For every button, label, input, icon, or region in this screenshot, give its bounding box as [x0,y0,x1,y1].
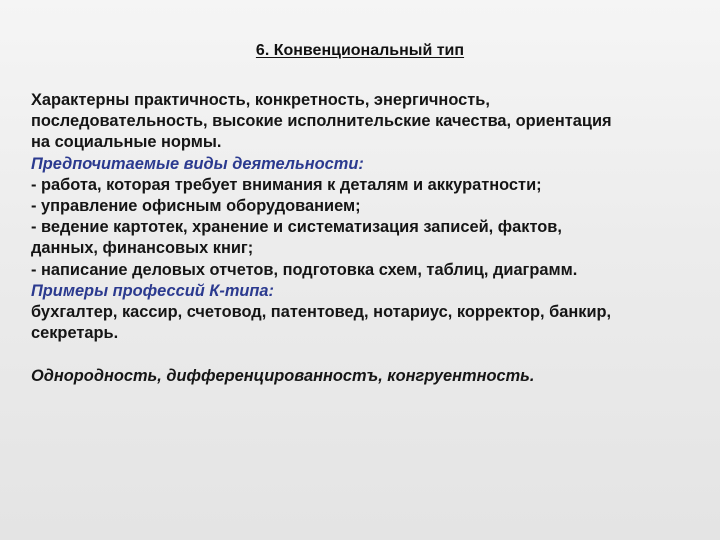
professions-line-2: секретарь. [31,324,119,343]
intro-line-1: Характерны практичность, конкретность, энергичность, [31,91,490,109]
spacer [31,344,691,365]
activity-line-1: - работа, которая требует внимания к деталям и аккуратности; [31,175,542,194]
intro-line-2: последовательность, высокие исполнительские качества, ориентация [31,112,612,131]
summary-line: Однородность, дифференцированностъ, конгруентность. [31,366,535,385]
slide-title: 6. Конвенциональный тип [255,42,465,59]
intro-line-3: на социальные нормы. [31,133,222,152]
activities-heading: Предпочитаемые виды деятельности: [31,154,364,173]
professions-heading: Примеры профессий К-типа: [31,281,274,300]
activity-line-5: - написание деловых отчетов, подготовка схем, таблиц, диаграмм. [31,260,578,279]
activity-line-4: данных, финансовых книг; [31,239,254,258]
activity-line-3: - ведение картотек, хранение и систематизация записей, фактов, [31,218,562,237]
professions-line-1: бухгалтер, кассир, счетовод, патентовед, нотариус, корректор, банкир, [31,303,612,322]
slide-body [31,90,691,387]
activity-line-2: - управление офисным оборудованием; [31,197,361,216]
